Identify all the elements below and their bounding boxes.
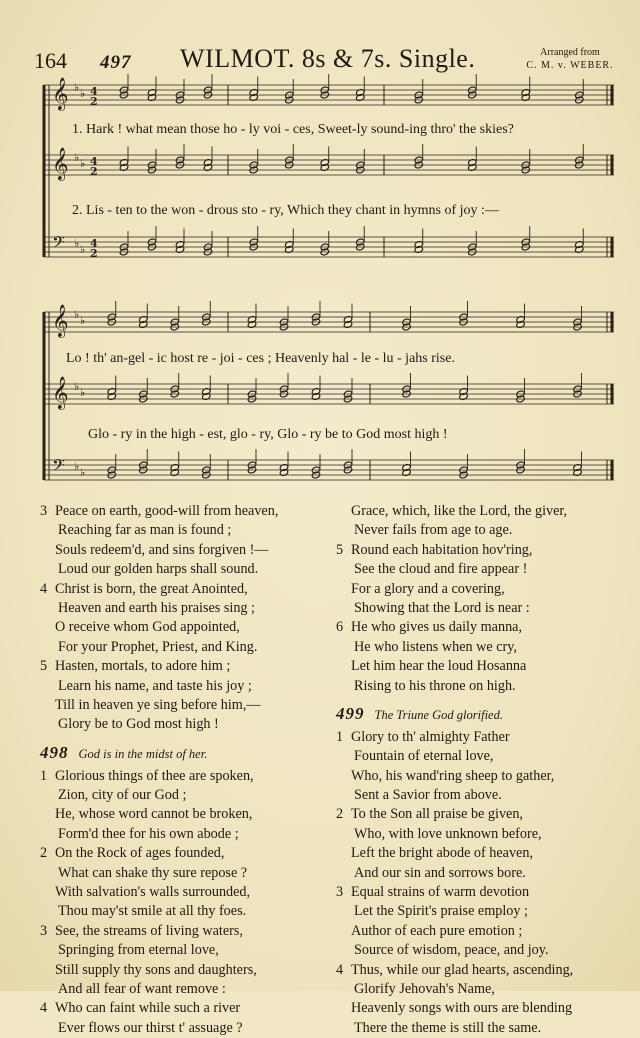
- verse-number: 5: [336, 541, 344, 558]
- verse-number: 5: [40, 658, 48, 675]
- verse-line: Sent a Savior from above.: [354, 787, 502, 804]
- verse-line: Grace, which, like the Lord, the giver,: [351, 503, 568, 519]
- lyric-line-1: 1. Hark ! what mean those ho - ly voi - ces, Sweet-ly sound-ing thro' the skies?: [72, 122, 514, 137]
- verse-line: Let him hear the loud Hosanna: [351, 658, 527, 675]
- hymn499-verse-3: [336, 883, 626, 961]
- flat-sign-icon: ♭: [80, 87, 86, 100]
- hymn-number: 499: [336, 703, 365, 723]
- flat-sign-icon: ♭: [80, 157, 86, 170]
- verse-line: Equal strains of warm devotion: [351, 884, 530, 901]
- flat-sign-icon: ♭: [80, 466, 86, 479]
- time-signature-top: 4: [90, 155, 98, 168]
- flat-sign-icon: ♭: [74, 151, 80, 164]
- hymn-number: 498: [40, 742, 69, 762]
- flat-sign-icon: ♭: [80, 243, 86, 256]
- verse-line: Souls redeem'd, and sins forgiven !—: [55, 541, 269, 558]
- verse-line: There the theme is still the same.: [354, 1019, 542, 1036]
- verse-line: Never fails from age to age.: [354, 522, 513, 539]
- verse-line: Zion, city of our God ;: [58, 787, 187, 804]
- verse-number: 2: [336, 806, 344, 823]
- flat-sign-icon: ♭: [80, 386, 86, 399]
- verse-line: On the Rock of ages founded,: [55, 845, 225, 862]
- verse-line: For your Prophet, Priest, and King.: [58, 638, 258, 655]
- flat-sign-icon: ♭: [74, 380, 80, 393]
- verse-line: Glorious things of thee are spoken,: [55, 767, 254, 784]
- hymn498-verse-1: [40, 767, 330, 845]
- hymn498-verse-5: [336, 541, 626, 619]
- verse-line: Reaching far as man is found ;: [58, 522, 232, 539]
- verse-number: 3: [40, 922, 48, 939]
- verse-number: 4: [40, 580, 48, 597]
- verse-line: Peace on earth, good-will from heaven,: [55, 503, 279, 519]
- time-signature-bottom: 2: [90, 247, 98, 260]
- verse-line: See, the streams of living waters,: [55, 922, 243, 939]
- arranger-line-1: Arranged from: [540, 47, 600, 58]
- hymn497-verse-4: [40, 580, 330, 658]
- verse-number: 4: [336, 961, 344, 978]
- hymn498-verse-3: [40, 922, 330, 1000]
- verse-line: Springing from eternal love,: [58, 942, 219, 959]
- verse-line: Let the Spirit's praise employ ;: [354, 903, 528, 920]
- hymn-title: God is in the midst of her.: [78, 746, 208, 761]
- hymn498-verse-4: [40, 999, 330, 1038]
- verse-line: For a glory and a covering,: [351, 580, 505, 597]
- flat-sign-icon: ♭: [80, 314, 86, 327]
- hymn499-heading: [336, 700, 626, 728]
- treble-clef-icon: 𝄞: [52, 304, 69, 337]
- verse-line: Glory be to God most high !: [58, 716, 219, 733]
- hymn498-verse-4-continued: [336, 502, 626, 541]
- lyric-line-4: Glo - ry in the high - est, glo - ry, Glo - ry be to God most high !: [88, 427, 448, 442]
- flat-sign-icon: ♭: [74, 308, 80, 321]
- hymn499-verse-2: [336, 805, 626, 883]
- verse-number: 1: [40, 767, 48, 784]
- verse-line: Christ is born, the great Anointed,: [55, 580, 248, 597]
- verse-line: Source of wisdom, peace, and joy.: [354, 942, 549, 959]
- hymn498-heading: [40, 739, 330, 767]
- verse-line: He who listens when we cry,: [354, 638, 517, 655]
- verse-number: 6: [336, 619, 344, 636]
- hymn498-verse-6: [336, 618, 626, 696]
- lyric-line-3: Lo ! th' an-gel - ic host re - joi - ces ; Heavenly hal - le - lu - jahs rise.: [66, 351, 455, 366]
- time-signature-bottom: 2: [90, 95, 98, 108]
- verse-number: 3: [40, 503, 48, 519]
- verse-line: Glorify Jehovah's Name,: [354, 980, 495, 997]
- verse-line: Heaven and earth his praises sing ;: [58, 599, 255, 616]
- bass-clef-icon: 𝄢: [52, 232, 65, 256]
- flat-sign-icon: ♭: [74, 81, 80, 94]
- hymn497-verse-5: [40, 657, 330, 735]
- verse-line: Rising to his throne on high.: [354, 677, 516, 694]
- verse-line: Who, with love unknown before,: [354, 825, 542, 842]
- verse-line: With salvation's walls surrounded,: [55, 884, 251, 901]
- flat-sign-icon: ♭: [74, 460, 80, 473]
- verse-line: O receive whom God appointed,: [55, 619, 240, 636]
- left-column: [40, 502, 330, 1038]
- verse-line: Author of each pure emotion ;: [351, 922, 523, 939]
- verse-number: 3: [336, 884, 344, 901]
- bass-clef-icon: 𝄢: [52, 455, 65, 479]
- verse-line: To the Son all praise be given,: [351, 806, 523, 823]
- verse-line: Learn his name, and taste his joy ;: [58, 677, 252, 694]
- verse-line: Still supply thy sons and daughters,: [55, 961, 257, 978]
- time-signature-top: 4: [90, 237, 98, 250]
- verse-line: And our sin and sorrows bore.: [354, 864, 526, 881]
- verse-line: Who can faint while such a river: [55, 1000, 241, 1017]
- time-signature-top: 4: [90, 85, 98, 98]
- hymn497-verse-3: [40, 502, 330, 580]
- hymn-title: The Triune God glorified.: [374, 707, 503, 722]
- verse-line: Showing that the Lord is near :: [354, 599, 530, 616]
- treble-clef-icon: 𝄞: [52, 376, 69, 409]
- time-signature-bottom: 2: [90, 165, 98, 178]
- verse-line: Thus, while our glad hearts, ascending,: [351, 961, 574, 978]
- verse-line: What can shake thy sure repose ?: [58, 864, 248, 881]
- verse-number: 2: [40, 845, 48, 862]
- verse-line: Glory to th' almighty Father: [351, 728, 510, 745]
- verse-line: He, whose word cannot be broken,: [55, 806, 253, 823]
- verse-line: Heavenly songs with ours are blending: [351, 1000, 573, 1017]
- hymn498-verse-2: [40, 844, 330, 922]
- verse-line: Till in heaven ye sing before him,—: [55, 696, 261, 713]
- hymn499-verse-4: [336, 961, 626, 1038]
- verse-line: Form'd thee for his own abode ;: [58, 825, 239, 842]
- verse-line: Ever flows our thirst t' assuage ?: [58, 1019, 243, 1036]
- verse-line: Fountain of eternal love,: [354, 748, 494, 765]
- verse-line: Hasten, mortals, to adore him ;: [55, 658, 231, 675]
- verse-line: See the cloud and fire appear !: [354, 561, 528, 578]
- verse-line: He who gives us daily manna,: [351, 619, 523, 636]
- verse-line: And all fear of want remove :: [58, 980, 226, 997]
- hymn499-verse-1: [336, 728, 626, 806]
- arranger-line-2: C. M. v. WEBER.: [526, 60, 614, 71]
- verse-line: Who, his wand'ring sheep to gather,: [351, 767, 555, 784]
- tune-title: WILMOT. 8s & 7s. Single.: [180, 44, 476, 73]
- page-number: 164: [34, 48, 67, 73]
- verse-number: 1: [336, 728, 344, 745]
- verse-line: Loud our golden harps shall sound.: [58, 561, 259, 578]
- music-notation: [0, 0, 640, 500]
- verse-line: Thou may'st smile at all thy foes.: [58, 903, 247, 920]
- treble-clef-icon: 𝄞: [52, 77, 69, 110]
- verse-number: 4: [40, 1000, 48, 1017]
- tune-number: 497: [100, 52, 132, 73]
- flat-sign-icon: ♭: [74, 237, 80, 250]
- treble-clef-icon: 𝄞: [52, 147, 69, 180]
- lyric-line-2: 2. Lis - ten to the won - drous sto - ry, Which they chant in hymns of joy :—: [72, 203, 499, 218]
- verse-line: Round each habitation hov'ring,: [351, 541, 533, 558]
- verse-line: Left the bright abode of heaven,: [351, 845, 533, 862]
- right-column: [336, 502, 626, 1038]
